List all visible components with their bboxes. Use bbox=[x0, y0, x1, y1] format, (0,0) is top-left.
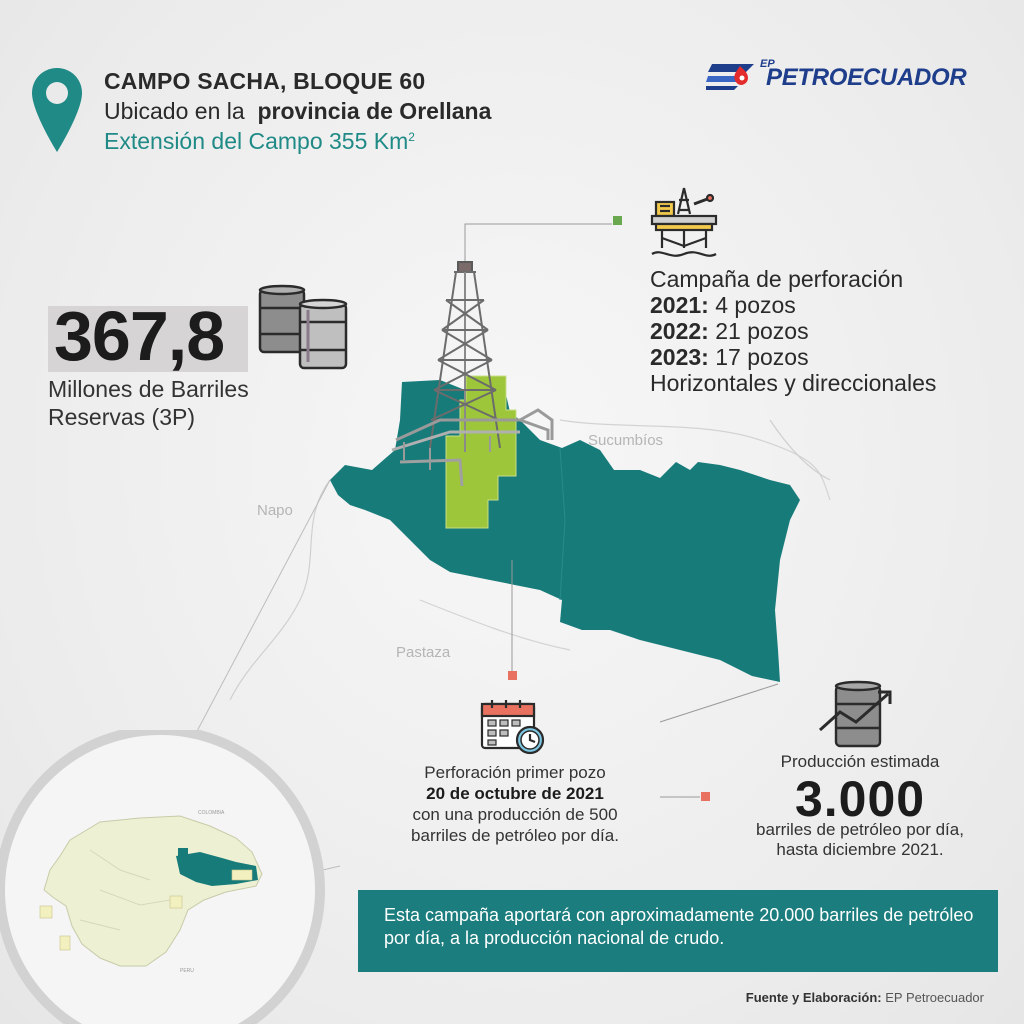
platform-marker bbox=[613, 216, 622, 225]
location-province: provincia de Orellana bbox=[257, 98, 492, 124]
reserves-line-2: Reservas (3P) bbox=[48, 404, 195, 430]
contribution-banner-text: Esta campaña aportará con aproximadamente 20.000 barriles de petróleo por día, a la producción nacional de crudo. bbox=[384, 905, 974, 948]
footer-label: Fuente y Elaboración: bbox=[745, 990, 882, 1005]
calendar-clock-icon bbox=[480, 698, 546, 756]
petroecuador-logo-icon bbox=[706, 58, 766, 94]
province-label-sucumbios: Sucumbíos bbox=[588, 432, 664, 449]
campaign-row-2021 bbox=[650, 292, 936, 318]
oil-platform-icon bbox=[648, 184, 720, 260]
campaign-wells: 17 pozos bbox=[715, 344, 809, 370]
campaign-type: Horizontales y direccionales bbox=[650, 370, 937, 396]
production-label: Producción estimada bbox=[780, 752, 940, 771]
extension-text: Extensión del Campo 355 Km bbox=[104, 128, 409, 154]
barrel-growth-icon bbox=[818, 680, 898, 752]
province-label-pastaza: Pastaza bbox=[396, 644, 451, 661]
location-prefix: Ubicado en la bbox=[104, 98, 245, 124]
production-connector-line bbox=[660, 684, 778, 722]
extension-superscript: 2 bbox=[408, 130, 415, 144]
first-well-date-text: 20 de octubre de 2021 bbox=[426, 784, 604, 803]
campaign-row-2023 bbox=[650, 344, 936, 370]
campaign-wells: 21 pozos bbox=[715, 318, 809, 344]
first-well-marker bbox=[508, 671, 517, 680]
first-well-info bbox=[370, 762, 660, 846]
production-line-2: hasta diciembre 2021. bbox=[776, 840, 944, 859]
reserves-value: 367,8 bbox=[54, 297, 225, 375]
campaign-year: 2021: bbox=[650, 292, 709, 318]
campaign-year: 2022: bbox=[650, 318, 709, 344]
province-label-napo: Napo bbox=[257, 502, 293, 519]
inset-block-a bbox=[178, 848, 188, 856]
pastaza-border-line bbox=[420, 600, 570, 650]
border-line-east bbox=[770, 420, 830, 480]
campaign-row-2022 bbox=[650, 318, 936, 344]
reserves-line-1: Millones de Barriles bbox=[48, 376, 249, 402]
campaign-year: 2023: bbox=[650, 344, 709, 370]
platform-connector-line bbox=[465, 224, 612, 265]
first-well-line-4: barriles de petróleo por día. bbox=[411, 826, 619, 845]
drilling-campaign bbox=[650, 266, 936, 396]
inset-block-e bbox=[60, 936, 70, 950]
location-pin-icon bbox=[32, 68, 82, 152]
first-well-line-1: Perforación primer pozo bbox=[424, 763, 606, 782]
production-subtext bbox=[730, 820, 990, 860]
footer-source: EP Petroecuador bbox=[885, 990, 984, 1005]
inset-label-peru: PERU bbox=[180, 968, 194, 974]
orellana-province-shape bbox=[330, 380, 800, 682]
logo-prefix: EP bbox=[760, 58, 775, 70]
production-line-1: barriles de petróleo por día, bbox=[756, 820, 964, 839]
inset-block-b bbox=[232, 870, 252, 880]
ecuador-inset-map bbox=[0, 730, 360, 1024]
campaign-title: Campaña de perforación bbox=[650, 266, 904, 292]
production-value: 3.000 bbox=[794, 771, 926, 827]
inset-label-colombia: COLOMBIA bbox=[198, 810, 225, 816]
first-well-date bbox=[370, 783, 660, 804]
source-footer bbox=[746, 990, 984, 1005]
page-title: CAMPO SACHA, BLOQUE 60 bbox=[104, 68, 426, 94]
extension-line bbox=[104, 128, 415, 155]
inset-block-c bbox=[170, 896, 182, 908]
campaign-wells: 4 pozos bbox=[715, 292, 796, 318]
first-well-line-3: con una producción de 500 bbox=[412, 805, 618, 824]
inset-block-d bbox=[40, 906, 52, 918]
oil-barrels-icon bbox=[256, 284, 352, 376]
production-marker bbox=[701, 792, 710, 801]
logo-name: PETROECUADOR bbox=[766, 64, 967, 91]
location-line bbox=[104, 98, 491, 125]
